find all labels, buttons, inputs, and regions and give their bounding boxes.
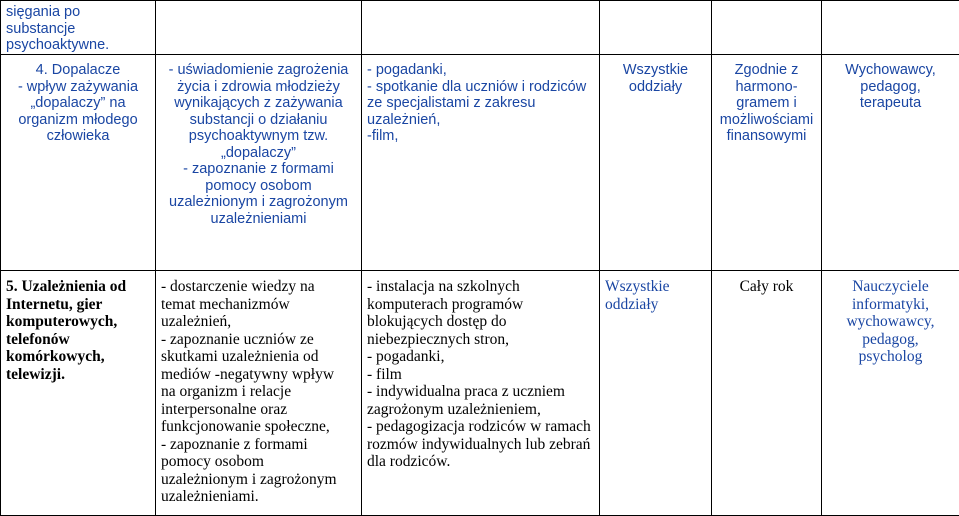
responsible-text: Wychowawcy, pedagog, terapeuta: [827, 62, 954, 112]
goals-text: - uświadomienie zagrożenia życia i zdrowia młodzieży wynikających z zażywania substancji o działaniu psychoaktywnym tzw. „dopalaczy” - zapoznanie z formami pomocy osobom uzależnionym i zagrożonym uzależnieniami: [161, 62, 356, 227]
table-cell-schedule: [712, 55, 822, 271]
table-cell-goals: [156, 271, 362, 516]
table-cell-schedule: [712, 1, 822, 55]
topic-text: sięgania po substancje psychoaktywne.: [6, 4, 150, 54]
methods-text: - pogadanki, - spotkanie dla uczniów i rodziców ze specjalistami z zakresu uzależnień, -film,: [367, 62, 594, 145]
methods-text: - instalacja na szkolnych komputerach programów blokujących dostęp do niebezpiecznych stron, - pogadanki, - film - indywidualna praca z uczniem zagrożonym uzależnieniem, - pedagogizacja rodziców w ramach rozmów indywidualnych lub zebrań dla rodziców.: [367, 278, 594, 471]
table-cell-responsible: [822, 55, 959, 271]
table-cell-schedule: [712, 271, 822, 516]
table-cell-responsible: [822, 1, 959, 55]
table-cell-methods: [362, 1, 600, 55]
topic-text: 4. Dopalacze - wpływ zażywania „dopalaczy” na organizm młodego człowieka: [6, 62, 150, 145]
table-cell-recipients: [600, 271, 712, 516]
recipients-text: Wszystkie oddziały: [605, 278, 706, 313]
table-cell-recipients: [600, 1, 712, 55]
table-cell-goals: [156, 1, 362, 55]
table-cell-goals: [156, 55, 362, 271]
table-cell-topic: [1, 55, 156, 271]
schedule-text: Cały rok: [717, 278, 816, 296]
schedule-text: Zgodnie z harmono- gramem i możliwościami finansowymi: [717, 62, 816, 145]
table-cell-responsible: [822, 271, 959, 516]
table-row: [1, 55, 959, 271]
goals-text: - dostarczenie wiedzy na temat mechanizmów uzależnień, - zapoznanie uczniów ze skutkami uzależnienia od mediów -negatywny wpływ na organizm i relacje interpersonalne oraz funkcjonowanie społeczne, - zapoznanie z formami pomocy osobom uzależnionym i zagrożonym uzależnieniami.: [161, 278, 356, 506]
topic-text: 5. Uzależnienia od Internetu, gier komputerowych, telefonów komórkowych, telewizji.: [6, 278, 150, 383]
table-cell-methods: [362, 271, 600, 516]
responsible-text: Nauczyciele informatyki, wychowawcy, pedagog, psycholog: [827, 278, 954, 366]
table-row: [1, 271, 959, 516]
table-cell-topic: [1, 271, 156, 516]
recipients-text: Wszystkie oddziały: [605, 62, 706, 95]
table-row: [1, 1, 959, 55]
table-cell-methods: [362, 55, 600, 271]
table-cell-topic: [1, 1, 156, 55]
table-cell-recipients: [600, 55, 712, 271]
